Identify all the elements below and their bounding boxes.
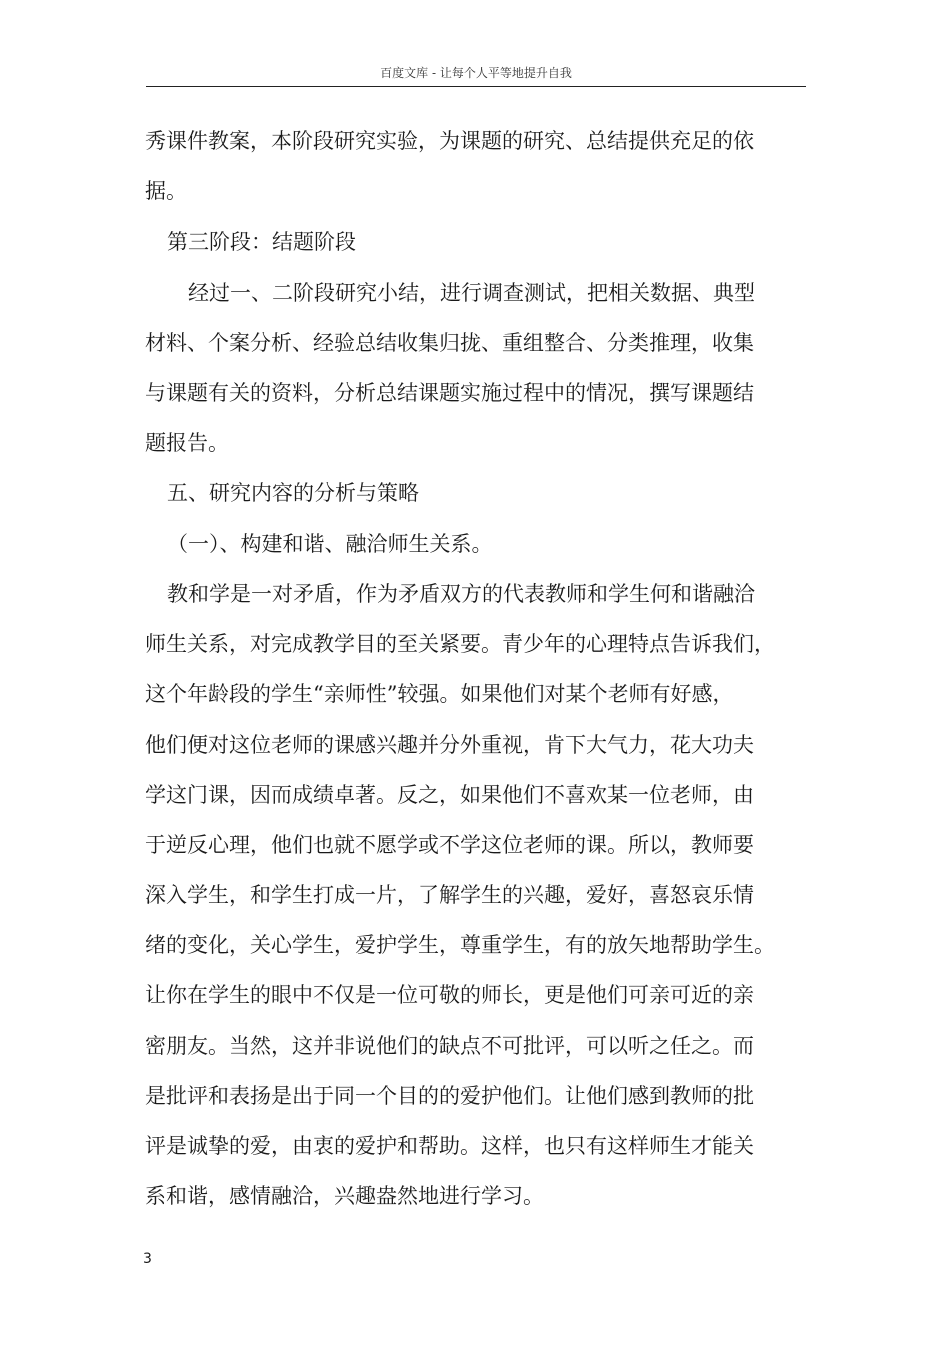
text-line: 评是诚挚的爱，由衷的爱护和帮助。这样，也只有这样师生才能关: [145, 1134, 754, 1158]
page-number: 3: [143, 1251, 152, 1267]
text-line: 让你在学生的眼中不仅是一位可敬的师长，更是他们可亲可近的亲: [145, 983, 754, 1007]
text-line: 系和谐，感情融洽，兴趣盎然地进行学习。: [145, 1184, 544, 1208]
header-divider: [146, 86, 806, 87]
text-line: 题报告。: [145, 431, 229, 455]
text-line: 是批评和表扬是出于同一个目的的爱护他们。让他们感到教师的批: [145, 1084, 754, 1108]
text-line: 他们便对这位老师的课感兴趣并分外重视，肯下大气力，花大功夫: [145, 733, 754, 757]
text-line: 密朋友。当然，这并非说他们的缺点不可批评，可以听之任之。而: [145, 1034, 754, 1058]
section-heading: 第三阶段：结题阶段: [167, 230, 356, 254]
text-line: 师生关系，对完成教学目的至关紧要。青少年的心理特点告诉我们，: [145, 632, 775, 656]
text-line: 这个年龄段的学生“亲师性”较强。如果他们对某个老师有好感，: [145, 682, 734, 706]
page-header: 百度文库 - 让每个人平等地提升自我: [380, 66, 572, 80]
text-line: 深入学生，和学生打成一片，了解学生的兴趣，爱好，喜怒哀乐情: [145, 883, 754, 907]
text-line: 材料、个案分析、经验总结收集归拢、重组整合、分类推理，收集: [145, 331, 754, 355]
text-line: 于逆反心理，他们也就不愿学或不学这位老师的课。所以，教师要: [145, 833, 754, 857]
text-line: 经过一、二阶段研究小结，进行调查测试，把相关数据、典型: [188, 281, 755, 305]
section-heading: 五、研究内容的分析与策略: [167, 481, 419, 505]
text-line: 学这门课，因而成绩卓著。反之，如果他们不喜欢某一位老师，由: [145, 783, 754, 807]
text-line: 秀课件教案，本阶段研究实验，为课题的研究、总结提供充足的依: [145, 129, 754, 153]
text-line: 教和学是一对矛盾，作为矛盾双方的代表教师和学生何和谐融洽: [167, 582, 755, 606]
text-line: 与课题有关的资料，分析总结课题实施过程中的情况，撰写课题结: [145, 381, 754, 405]
text-line: 据。: [145, 179, 187, 203]
subsection-heading: （一）、构建和谐、融洽师生关系。: [167, 532, 493, 556]
text-line: 绪的变化，关心学生，爱护学生，尊重学生，有的放矢地帮助学生。: [145, 933, 775, 957]
